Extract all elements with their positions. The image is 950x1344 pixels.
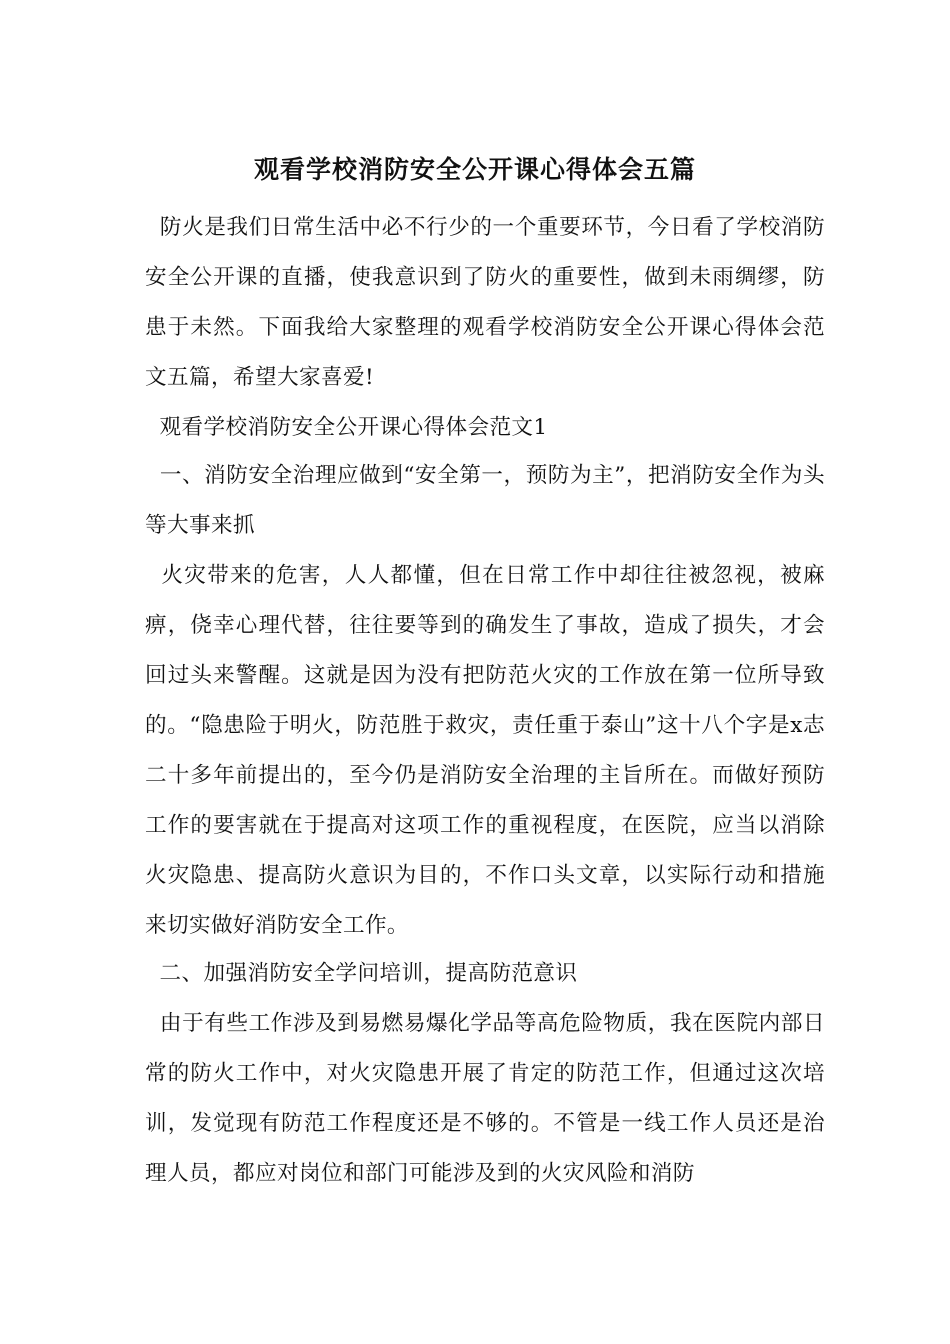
point-one-heading: 一、消防安全治理应做到“安全第一，预防为主”，把消防安全作为头等大事来抓 (145, 463, 825, 538)
document-title: 观看学校消防安全公开课心得体会五篇 (253, 155, 696, 184)
point-two-heading: 二、加强消防安全学问培训，提高防范意识 (145, 961, 578, 986)
intro-paragraph: 防火是我们日常生活中必不行少的一个重要环节，今日看了学校消防安全公开课的直播，使我意识到了防火的重要性，做到未雨绸缪，防患于未然。下面我给大家整理的观看学校消防安全公开课心得体会范文五篇，希望大家喜爱! (145, 215, 825, 390)
body-paragraph-2: 由于有些工作涉及到易燃易爆化学品等高危险物质，我在医院内部日常的防火工作中，对火灾隐患开展了肯定的防范工作，但通过这次培训，发觉现有防范工作程度还是不够的。不管是一线工作人员还是治理人员，都应对岗位和部门可能涉及到的火灾风险和消防 (145, 1011, 825, 1186)
body-paragraph-1: 火灾带来的危害，人人都懂，但在日常工作中却往往被忽视，被麻痹，侥幸心理代替，往往要等到的确发生了事故，造成了损失，才会回过头来警醒。这就是因为没有把防范火灾的工作放在第一位所导致的。“隐患险于明火，防范胜于救灾，责任重于泰山”这十八个字是x志二十多年前提出的，至今仍是消防安全治理的主旨所在。而做好预防工作的要害就在于提高对这项工作的重视程度，在医院，应当以消除火灾隐患、提高防火意识为目的，不作口头文章，以实际行动和措施来切实做好消防安全工作。 (145, 563, 825, 938)
section-heading-sample-1: 观看学校消防安全公开课心得体会范文1 (145, 415, 548, 440)
